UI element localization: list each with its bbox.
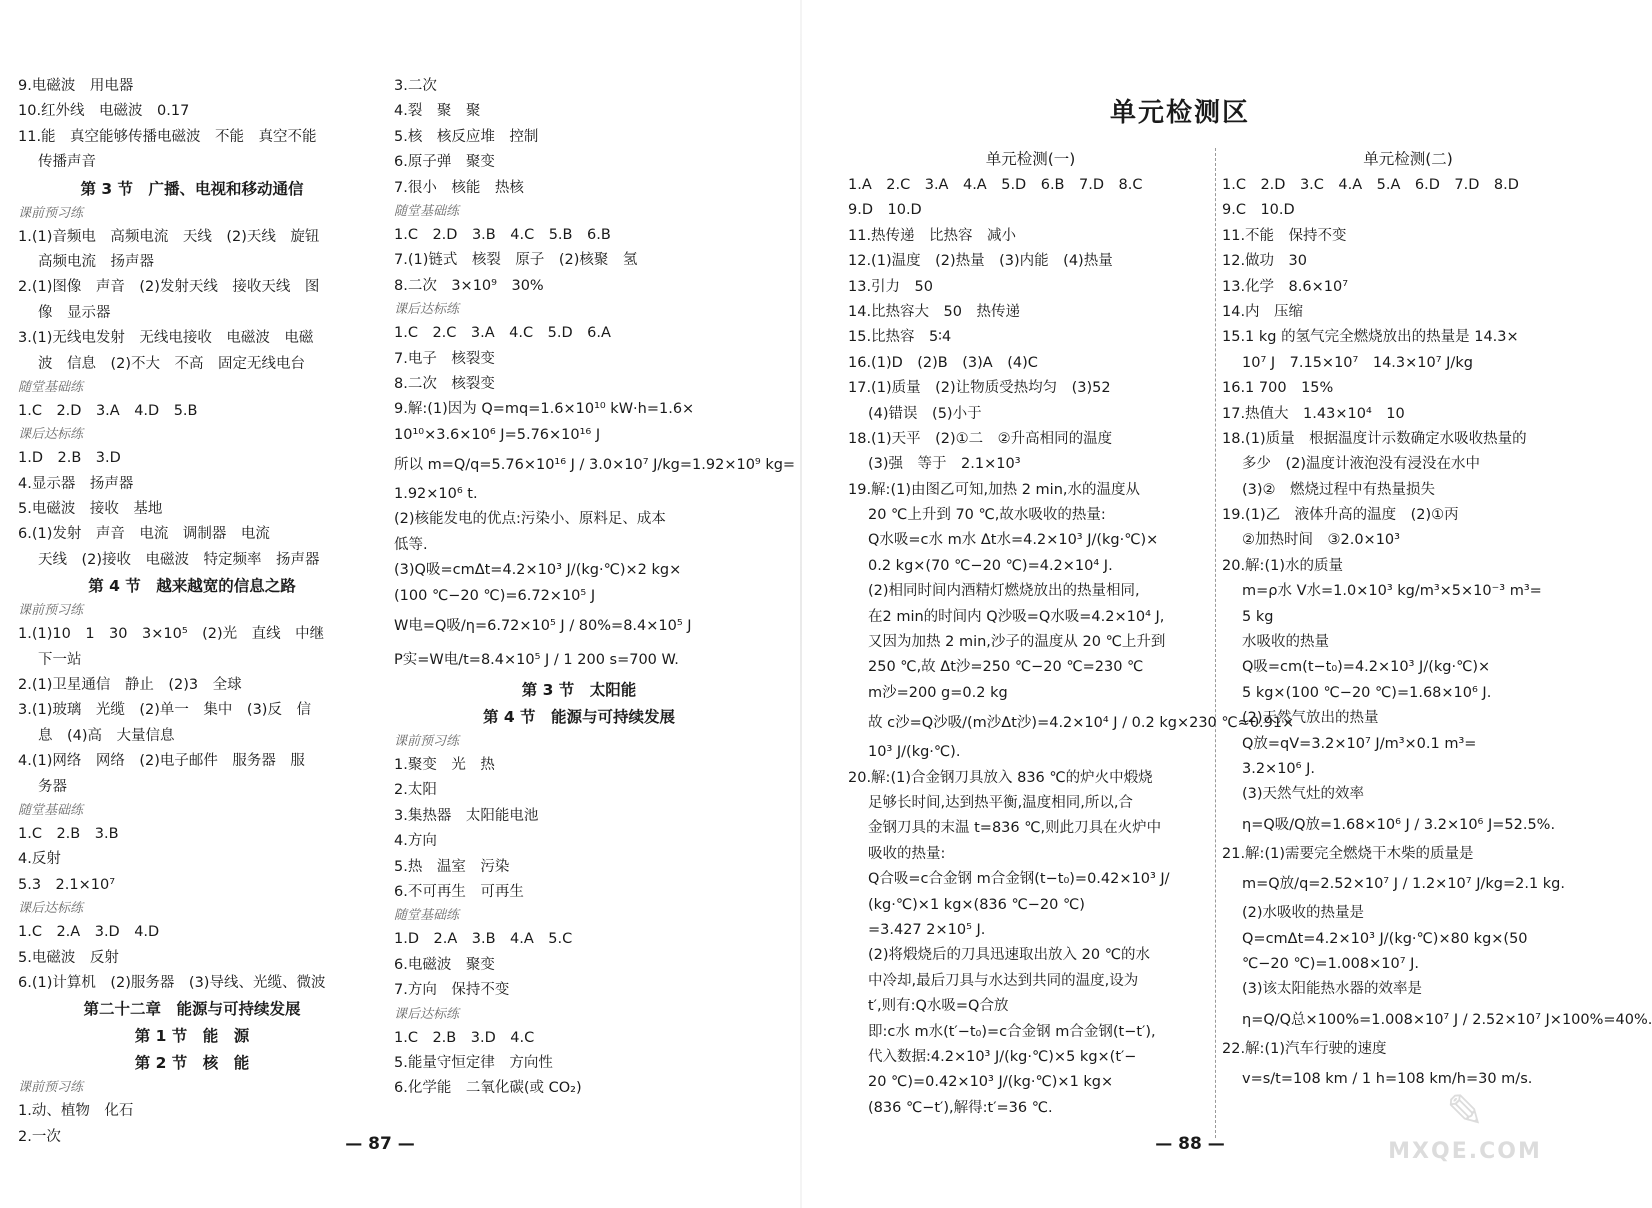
answer-line: =3.427 2×10⁵ J. <box>868 921 986 938</box>
section-heading: 第 3 节 太阳能 <box>521 681 637 700</box>
answer-line: 13.化学 8.6×10⁷ <box>1222 278 1349 295</box>
answer-line: 6.(1)发射 声音 电流 调制器 电流 <box>18 526 270 543</box>
section-heading: 第 4 节 越来越宽的信息之路 <box>88 577 296 596</box>
answer-line: 11.热传递 比热容 减小 <box>848 227 1017 244</box>
answer-line: (3)该太阳能热水器的效率是 <box>1242 981 1423 998</box>
answer-line: Q水吸=c水 m水 Δt水=4.2×10³ J/(kg·℃)× <box>868 532 1159 549</box>
answer-line: m沙=200 g=0.2 kg <box>868 684 1008 701</box>
answer-line: Q=cmΔt=4.2×10³ J/(kg·℃)×80 kg×(50 <box>1242 930 1528 947</box>
site-watermark <box>1360 1068 1570 1178</box>
answer-line: 3.(1)玻璃 光缆 (2)单一 集中 (3)反 信 <box>18 702 311 719</box>
answer-line: 21.解:(1)需要完全燃烧干木柴的质量是 <box>1222 845 1474 862</box>
answer-line: 20 ℃上升到 70 ℃,故水吸收的热量: <box>868 507 1106 524</box>
answer-line: 传播声音 <box>38 154 96 171</box>
answer-line: 下一站 <box>38 651 82 668</box>
answer-line: m=Q放/q=2.52×10⁷ J / 1.2×10⁷ J/kg=2.1 kg. <box>1242 876 1565 893</box>
answer-line: 10.红外线 电磁波 0.17 <box>18 103 190 120</box>
answer-line: 6.电磁波 聚变 <box>394 956 495 973</box>
answer-line: 7.电子 核裂变 <box>394 350 495 367</box>
answer-line: 1.C 2.D 3.B 4.C 5.B 6.B <box>394 226 611 243</box>
answer-line: 3.2×10⁶ J. <box>1242 760 1315 777</box>
answer-line: (2)核能发电的优点:污染小、原料足、成本 <box>394 511 666 528</box>
answer-line: 1.C 2.B 3.B <box>18 825 119 842</box>
answer-line: 1.C 2.D 3.C 4.A 5.A 6.D 7.D 8.D <box>1222 177 1519 193</box>
answer-line: 8.二次 核裂变 <box>394 375 495 392</box>
answer-line: 6.(1)计算机 (2)服务器 (3)导线、光缆、微波 <box>18 974 326 991</box>
answer-line: m=ρ水 V水=1.0×10³ kg/m³×5×10⁻³ m³= <box>1242 583 1542 600</box>
answer-line: 9.D 10.D <box>848 202 922 219</box>
exercise-tag: 课后达标练 <box>394 302 460 318</box>
answer-line: 2.(1)卫星通信 静止 (2)3 全球 <box>18 677 242 694</box>
section-heading: 第 3 节 广播、电视和移动通信 <box>80 179 304 198</box>
section-heading: 第 2 节 核 能 <box>134 1054 250 1073</box>
answer-line: 金钢刀具的末温 t=836 ℃,则此刀具在火炉中 <box>868 820 1162 837</box>
answer-line: 波 信息 (2)不大 不高 固定无线电台 <box>38 355 306 372</box>
section-heading: 第 1 节 能 源 <box>134 1027 250 1046</box>
section-heading: 单元检测(一) <box>985 150 1076 168</box>
answer-line: 14.内 压缩 <box>1222 303 1304 320</box>
answer-line: 吸收的热量: <box>868 845 946 862</box>
answer-line: P实=W电/t=8.4×10⁵ J / 1 200 s=700 W. <box>394 652 679 669</box>
answer-line: 3.集热器 太阳能电池 <box>394 807 539 824</box>
watermark-text: MXQE.COM <box>1388 1138 1542 1164</box>
exercise-tag: 随堂基础练 <box>18 802 84 818</box>
answer-line: 5.电磁波 反射 <box>18 949 119 966</box>
answer-line: 2.(1)图像 声音 (2)发射天线 接收天线 图 <box>18 279 320 296</box>
answer-line: 5.能量守恒定律 方向性 <box>394 1054 553 1071</box>
answer-line: 1.C 2.D 3.A 4.D 5.B <box>18 402 198 419</box>
answer-line: 3.二次 <box>394 78 437 94</box>
unit-test-2-column <box>1222 146 1652 1096</box>
answer-line: 14.比热容大 50 热传递 <box>848 303 1021 320</box>
left-page-column-1 <box>18 74 366 1150</box>
answer-line: (3)② 燃烧过程中有热量损失 <box>1242 481 1436 498</box>
answer-line: 5.核 核反应堆 控制 <box>394 128 539 145</box>
answer-line: Q吸=cm(t−t₀)=4.2×10³ J/(kg·℃)× <box>1242 659 1491 676</box>
answer-line: 天线 (2)接收 电磁波 特定频率 扬声器 <box>38 551 320 568</box>
answer-line: 22.解:(1)汽车行驶的速度 <box>1222 1040 1387 1057</box>
answer-line: (2)天然气放出的热量 <box>1242 710 1379 727</box>
answer-line: 4.反射 <box>18 851 61 868</box>
page-number-left: — 87 — <box>345 1134 415 1154</box>
answer-line: 4.裂 聚 聚 <box>394 103 481 120</box>
answer-line: 故 c沙=Q沙吸/(m沙Δt沙)=4.2×10⁴ J / 0.2 kg×230 ℃≈0.91× <box>868 715 1295 732</box>
answer-line: 11.能 真空能够传播电磁波 不能 真空不能 <box>18 128 317 145</box>
exercise-tag: 随堂基础练 <box>394 203 460 219</box>
answer-line: 17.(1)质量 (2)让物质受热均匀 (3)52 <box>848 380 1111 397</box>
answer-line: 9.电磁波 用电器 <box>18 78 134 94</box>
answer-line: 13.引力 50 <box>848 278 934 295</box>
answer-line: η=Q吸/Q放=1.68×10⁶ J / 3.2×10⁶ J=52.5%. <box>1242 816 1556 833</box>
answer-line: 8.二次 3×10⁹ 30% <box>394 277 544 294</box>
answer-line: (kg·℃)×1 kg×(836 ℃−20 ℃) <box>868 896 1085 913</box>
answer-line: (4)错误 (5)小于 <box>868 405 982 422</box>
answer-line: η=Q/Q总×100%=1.008×10⁷ J / 2.52×10⁷ J×100%=40%. <box>1242 1011 1652 1028</box>
answer-line: 3.(1)无线电发射 无线电接收 电磁波 电磁 <box>18 330 314 347</box>
answer-line: 6.化学能 二氧化碳(或 CO₂) <box>394 1080 582 1097</box>
answer-line: t′,则有:Q水吸=Q合放 <box>868 998 1009 1015</box>
answer-line: 20.解:(1)水的质量 <box>1222 557 1343 574</box>
exercise-tag: 课前预习练 <box>18 1080 84 1096</box>
book-spine <box>800 0 802 1208</box>
answer-line: 水吸收的热量 <box>1242 634 1329 651</box>
answer-line: 4.显示器 扬声器 <box>18 475 134 492</box>
answer-line: 5 kg×(100 ℃−20 ℃)=1.68×10⁶ J. <box>1242 684 1492 701</box>
answer-line: 低等. <box>394 536 428 553</box>
answer-line: 5 kg <box>1242 608 1274 625</box>
answer-line: 0.2 kg×(70 ℃−20 ℃)=4.2×10⁴ J. <box>868 557 1113 574</box>
answer-line: 1.(1)10 1 30 3×10⁵ (2)光 直线 中继 <box>18 626 325 643</box>
answer-line: 1.聚变 光 热 <box>394 757 495 774</box>
answer-line: 19.解:(1)由图乙可知,加热 2 min,水的温度从 <box>848 481 1140 498</box>
answer-line: (2)水吸收的热量是 <box>1242 905 1365 922</box>
answer-line: (3)天然气灶的效率 <box>1242 786 1365 803</box>
section-heading: 第 4 节 能源与可持续发展 <box>482 708 676 727</box>
answer-line: 4.方向 <box>394 833 437 850</box>
answer-line: 足够长时间,达到热平衡,温度相同,所以,合 <box>868 794 1133 811</box>
answer-line: 16.1 700 15% <box>1222 380 1334 397</box>
answer-line: ℃−20 ℃)=1.008×10⁷ J. <box>1242 955 1420 972</box>
answer-line: 7.方向 保持不变 <box>394 982 510 999</box>
answer-line: 所以 m=Q/q=5.76×10¹⁶ J / 3.0×10⁷ J/kg=1.92×10⁹ kg= <box>394 457 796 474</box>
answer-line: 15.1 kg 的氢气完全燃烧放出的热量是 14.3× <box>1222 329 1519 346</box>
answer-line: (3)强 等于 2.1×10³ <box>868 456 1021 473</box>
answer-line: 9.C 10.D <box>1222 202 1295 219</box>
pencil-logo-icon: ✎ <box>1445 1083 1485 1138</box>
answer-line: 在2 min的时间内 Q沙吸=Q水吸=4.2×10⁴ J, <box>868 608 1165 625</box>
answer-line: 11.不能 保持不变 <box>1222 227 1347 244</box>
answer-line: Q放=qV=3.2×10⁷ J/m³×0.1 m³= <box>1242 735 1477 752</box>
answer-line: 10¹⁰×3.6×10⁶ J=5.76×10¹⁶ J <box>394 426 601 443</box>
answer-line: 12.做功 30 <box>1222 253 1308 270</box>
answer-line: (100 ℃−20 ℃)=6.72×10⁵ J <box>394 587 596 604</box>
answer-line: 又因为加热 2 min,沙子的温度从 20 ℃上升到 <box>868 634 1166 651</box>
answer-line: (2)将煅烧后的刀具迅速取出放入 20 ℃的水 <box>868 947 1150 964</box>
answer-line: 1.C 2.B 3.D 4.C <box>394 1029 535 1046</box>
section-heading: 第二十二章 能源与可持续发展 <box>83 1000 301 1019</box>
answer-line: 250 ℃,故 Δt沙=250 ℃−20 ℃=230 ℃ <box>868 659 1144 676</box>
answer-line: (836 ℃−t′),解得:t′=36 ℃. <box>868 1099 1053 1116</box>
answer-line: 7.很小 核能 热核 <box>394 179 524 196</box>
answer-line: 10⁷ J 7.15×10⁷ 14.3×10⁷ J/kg <box>1242 354 1473 371</box>
left-page-column-2 <box>394 74 796 1102</box>
answer-line: 6.原子弹 聚变 <box>394 154 495 171</box>
answer-line: W电=Q吸/η=6.72×10⁵ J / 80%=8.4×10⁵ J <box>394 618 692 635</box>
exercise-tag: 随堂基础练 <box>394 908 460 924</box>
answer-line: 像 显示器 <box>38 304 111 321</box>
answer-line: 15.比热容 5∶4 <box>848 329 952 346</box>
answer-line: 1.C 2.C 3.A 4.C 5.D 6.A <box>394 325 611 342</box>
exercise-tag: 课后达标练 <box>18 901 84 917</box>
answer-line: 1.D 2.B 3.D <box>18 450 121 467</box>
answer-line: 18.(1)质量 根据温度计示数确定水吸收热量的 <box>1222 430 1527 447</box>
answer-line: 1.D 2.A 3.B 4.A 5.C <box>394 931 573 948</box>
exercise-tag: 课后达标练 <box>18 427 84 443</box>
answer-line: 代入数据:4.2×10³ J/(kg·℃)×5 kg×(t′− <box>868 1048 1137 1065</box>
exercise-tag: 随堂基础练 <box>18 379 84 395</box>
answer-line: 即:c水 m水(t′−t₀)=c合金钢 m合金钢(t−t′), <box>868 1023 1156 1040</box>
answer-line: 务器 <box>38 778 67 795</box>
answer-line: Q合吸=c合金钢 m合金钢(t−t₀)=0.42×10³ J/ <box>868 871 1170 888</box>
answer-line: 5.电磁波 接收 基地 <box>18 501 163 518</box>
answer-line: 6.不可再生 可再生 <box>394 883 524 900</box>
answer-line: 17.热值大 1.43×10⁴ 10 <box>1222 405 1405 422</box>
answer-line: ②加热时间 ③2.0×10³ <box>1242 532 1400 549</box>
answer-line: 10³ J/(kg·℃). <box>868 744 961 761</box>
exercise-tag: 课前预习练 <box>18 603 84 619</box>
answer-line: 1.C 2.A 3.D 4.D <box>18 924 160 941</box>
answer-line: 中冷却,最后刀具与水达到共同的温度,设为 <box>868 972 1139 989</box>
answer-line: 12.(1)温度 (2)热量 (3)内能 (4)热量 <box>848 253 1113 270</box>
answer-line: 1.动、植物 化石 <box>18 1103 134 1120</box>
section-heading: 单元检测(二) <box>1363 150 1453 168</box>
answer-line: 1.92×10⁶ t. <box>394 486 478 503</box>
answer-line: 1.A 2.C 3.A 4.A 5.D 6.B 7.D 8.C <box>848 177 1143 193</box>
answer-line: 7.(1)链式 核裂 原子 (2)核聚 氢 <box>394 252 638 269</box>
unit-test-title: 单元检测区 <box>1109 98 1250 128</box>
answer-line: 2.一次 <box>18 1128 61 1145</box>
answer-line: v=s/t=108 km / 1 h=108 km/h=30 m/s. <box>1242 1071 1533 1088</box>
answer-line: 5.3 2.1×10⁷ <box>18 876 116 893</box>
answer-line: 5.热 温室 污染 <box>394 858 510 875</box>
answer-line: 1.(1)音频电 高频电流 天线 (2)天线 旋钮 <box>18 228 320 245</box>
answer-line: 20 ℃)=0.42×10³ J/(kg·℃)×1 kg× <box>868 1074 1114 1091</box>
answer-line: 多少 (2)温度计液泡没有浸没在水中 <box>1242 456 1481 473</box>
answer-line: 19.(1)乙 液体升高的温度 (2)①丙 <box>1222 507 1459 524</box>
exercise-tag: 课前预习练 <box>394 734 460 750</box>
page-number-right: — 88 — <box>1155 1134 1225 1154</box>
answer-line: 20.解:(1)合金钢刀具放入 836 ℃的炉火中煅烧 <box>848 769 1153 786</box>
column-divider <box>1215 148 1216 1138</box>
answer-line: 4.(1)网络 网络 (2)电子邮件 服务器 服 <box>18 753 305 770</box>
answer-line: 16.(1)D (2)B (3)A (4)C <box>848 354 1038 371</box>
exercise-tag: 课后达标练 <box>394 1006 460 1022</box>
answer-line: (2)相同时间内酒精灯燃烧放出的热量相同, <box>868 583 1140 600</box>
answer-line: 18.(1)天平 (2)①二 ②升高相同的温度 <box>848 430 1113 447</box>
exercise-tag: 课前预习练 <box>18 205 84 221</box>
answer-line: 2.太阳 <box>394 782 437 799</box>
answer-line: (3)Q吸=cmΔt=4.2×10³ J/(kg·℃)×2 kg× <box>394 562 682 579</box>
answer-line: 息 (4)高 大量信息 <box>38 727 175 744</box>
answer-line: 9.解:(1)因为 Q=mq=1.6×10¹⁰ kW·h=1.6× <box>394 401 695 418</box>
answer-line: 高频电流 扬声器 <box>38 253 154 270</box>
